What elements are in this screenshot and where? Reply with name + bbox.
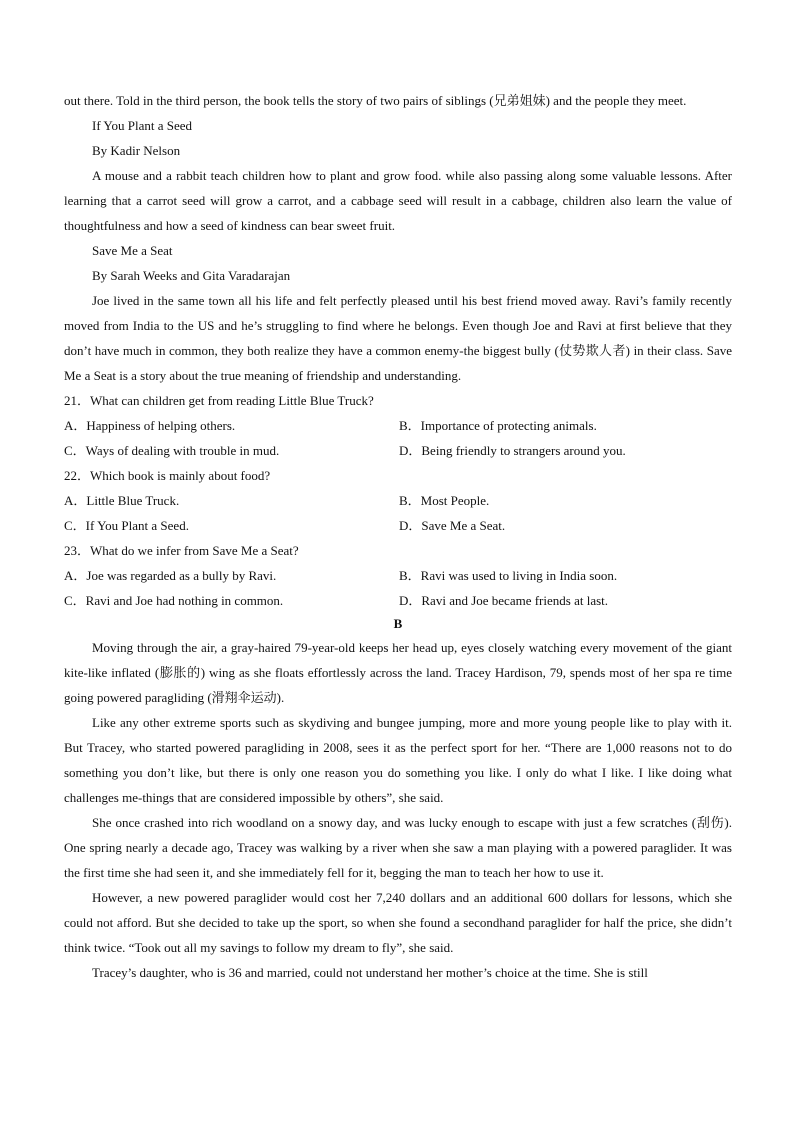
book-summary: A mouse and a rabbit teach children how to plant and grow food. while also passing along some valuable lessons. After learning that a carrot seed will grow a carrot, and a cabbage seed will result in a cabbage, children also learn the value of thoughtfulness and how a seed of kindness can bear sweet fruit. — [64, 168, 732, 233]
page-content — [64, 88, 732, 985]
option-c: C．If You Plant a Seed. — [64, 518, 189, 533]
option-c: C．Ways of dealing with trouble in mud. — [64, 443, 280, 458]
book-entry — [64, 113, 732, 238]
question-22 — [64, 463, 732, 538]
option-d: D．Ravi and Joe became friends at last. — [399, 593, 609, 608]
question-stem: 21．What can children get from reading Little Blue Truck? — [64, 393, 374, 408]
passage-paragraph: Like any other extreme sports such as skydiving and bungee jumping, more and more young people like to play with it. But Tracey, who started powered paragliding in 2008, sees it as the perfect sport for her. “There are 1,000 reasons not to do something you don’t like, but there is only one reason you do something you like. I only do what I like. I like doing what challenges me-things that are considered impossible by others”, she said. — [64, 715, 732, 805]
section-heading: B — [393, 616, 403, 631]
option-b: B．Importance of protecting animals. — [399, 418, 597, 433]
options-row — [64, 488, 732, 513]
option-d: D．Save Me a Seat. — [399, 518, 506, 533]
option-b: B．Ravi was used to living in India soon. — [399, 568, 618, 583]
passage-paragraph: Moving through the air, a gray-haired 79-year-old keeps her head up, eyes closely watching every movement of the giant kite-like inflated (膨胀的) wing as she floats effortlessly across the land. Tracey Hardison, 79, spends most of her spa re time going powered paragliding (滑翔伞运动). — [64, 640, 732, 705]
option-b: B．Most People. — [399, 493, 490, 508]
options-row — [64, 563, 732, 588]
book-author: By Sarah Weeks and Gita Varadarajan — [92, 268, 291, 283]
passage-paragraph: She once crashed into rich woodland on a snowy day, and was lucky enough to escape with just a few scratches (刮伤). One spring nearly a decade ago, Tracey was walking by a river when she saw a man playing with a powered paraglider. It was the first time she had seen it, and she immediately fell for it, begging the man to teach her how to use it. — [64, 815, 732, 880]
options-row — [64, 413, 732, 438]
question-21 — [64, 388, 732, 463]
options-row — [64, 513, 732, 538]
question-23 — [64, 538, 732, 613]
intro-paragraph-end: out there. Told in the third person, the book tells the story of two pairs of siblings (兄弟姐妹) and the people they meet. — [64, 93, 687, 108]
option-c: C．Ravi and Joe had nothing in common. — [64, 593, 284, 608]
question-stem: 23．What do we infer from Save Me a Seat? — [64, 543, 299, 558]
options-row — [64, 438, 732, 463]
book-summary: Joe lived in the same town all his life and felt perfectly pleased until his best friend moved away. Ravi’s family recently moved from India to the US and he’s struggling to find where he belongs. Even though Joe and Ravi at first believe that they don’t have much in common, they both realize they have a common enemy-the biggest bully (仗势欺人者) in their class. Save Me a Seat is a story about the true meaning of friendship and understanding. — [64, 293, 732, 383]
book-author: By Kadir Nelson — [92, 143, 181, 158]
book-title: Save Me a Seat — [92, 243, 173, 258]
passage-paragraph: Tracey’s daughter, who is 36 and married, could not understand her mother’s choice at the time. She is still — [92, 965, 648, 980]
book-title: If You Plant a Seed — [92, 118, 193, 133]
passage-paragraph: However, a new powered paraglider would cost her 7,240 dollars and an additional 600 dollars for lessons, which she could not afford. But she decided to take up the sport, so when she found a secondhand paraglider for half the price, she didn’t think twice. “Took out all my savings to follow my dream to fly”, she said. — [64, 890, 732, 955]
option-a: A．Joe was regarded as a bully by Ravi. — [64, 568, 277, 583]
options-row — [64, 588, 732, 613]
option-a: A．Happiness of helping others. — [64, 418, 236, 433]
option-d: D．Being friendly to strangers around you. — [399, 443, 626, 458]
question-stem: 22．Which book is mainly about food? — [64, 468, 271, 483]
book-entry — [64, 238, 732, 388]
option-a: A．Little Blue Truck. — [64, 493, 180, 508]
